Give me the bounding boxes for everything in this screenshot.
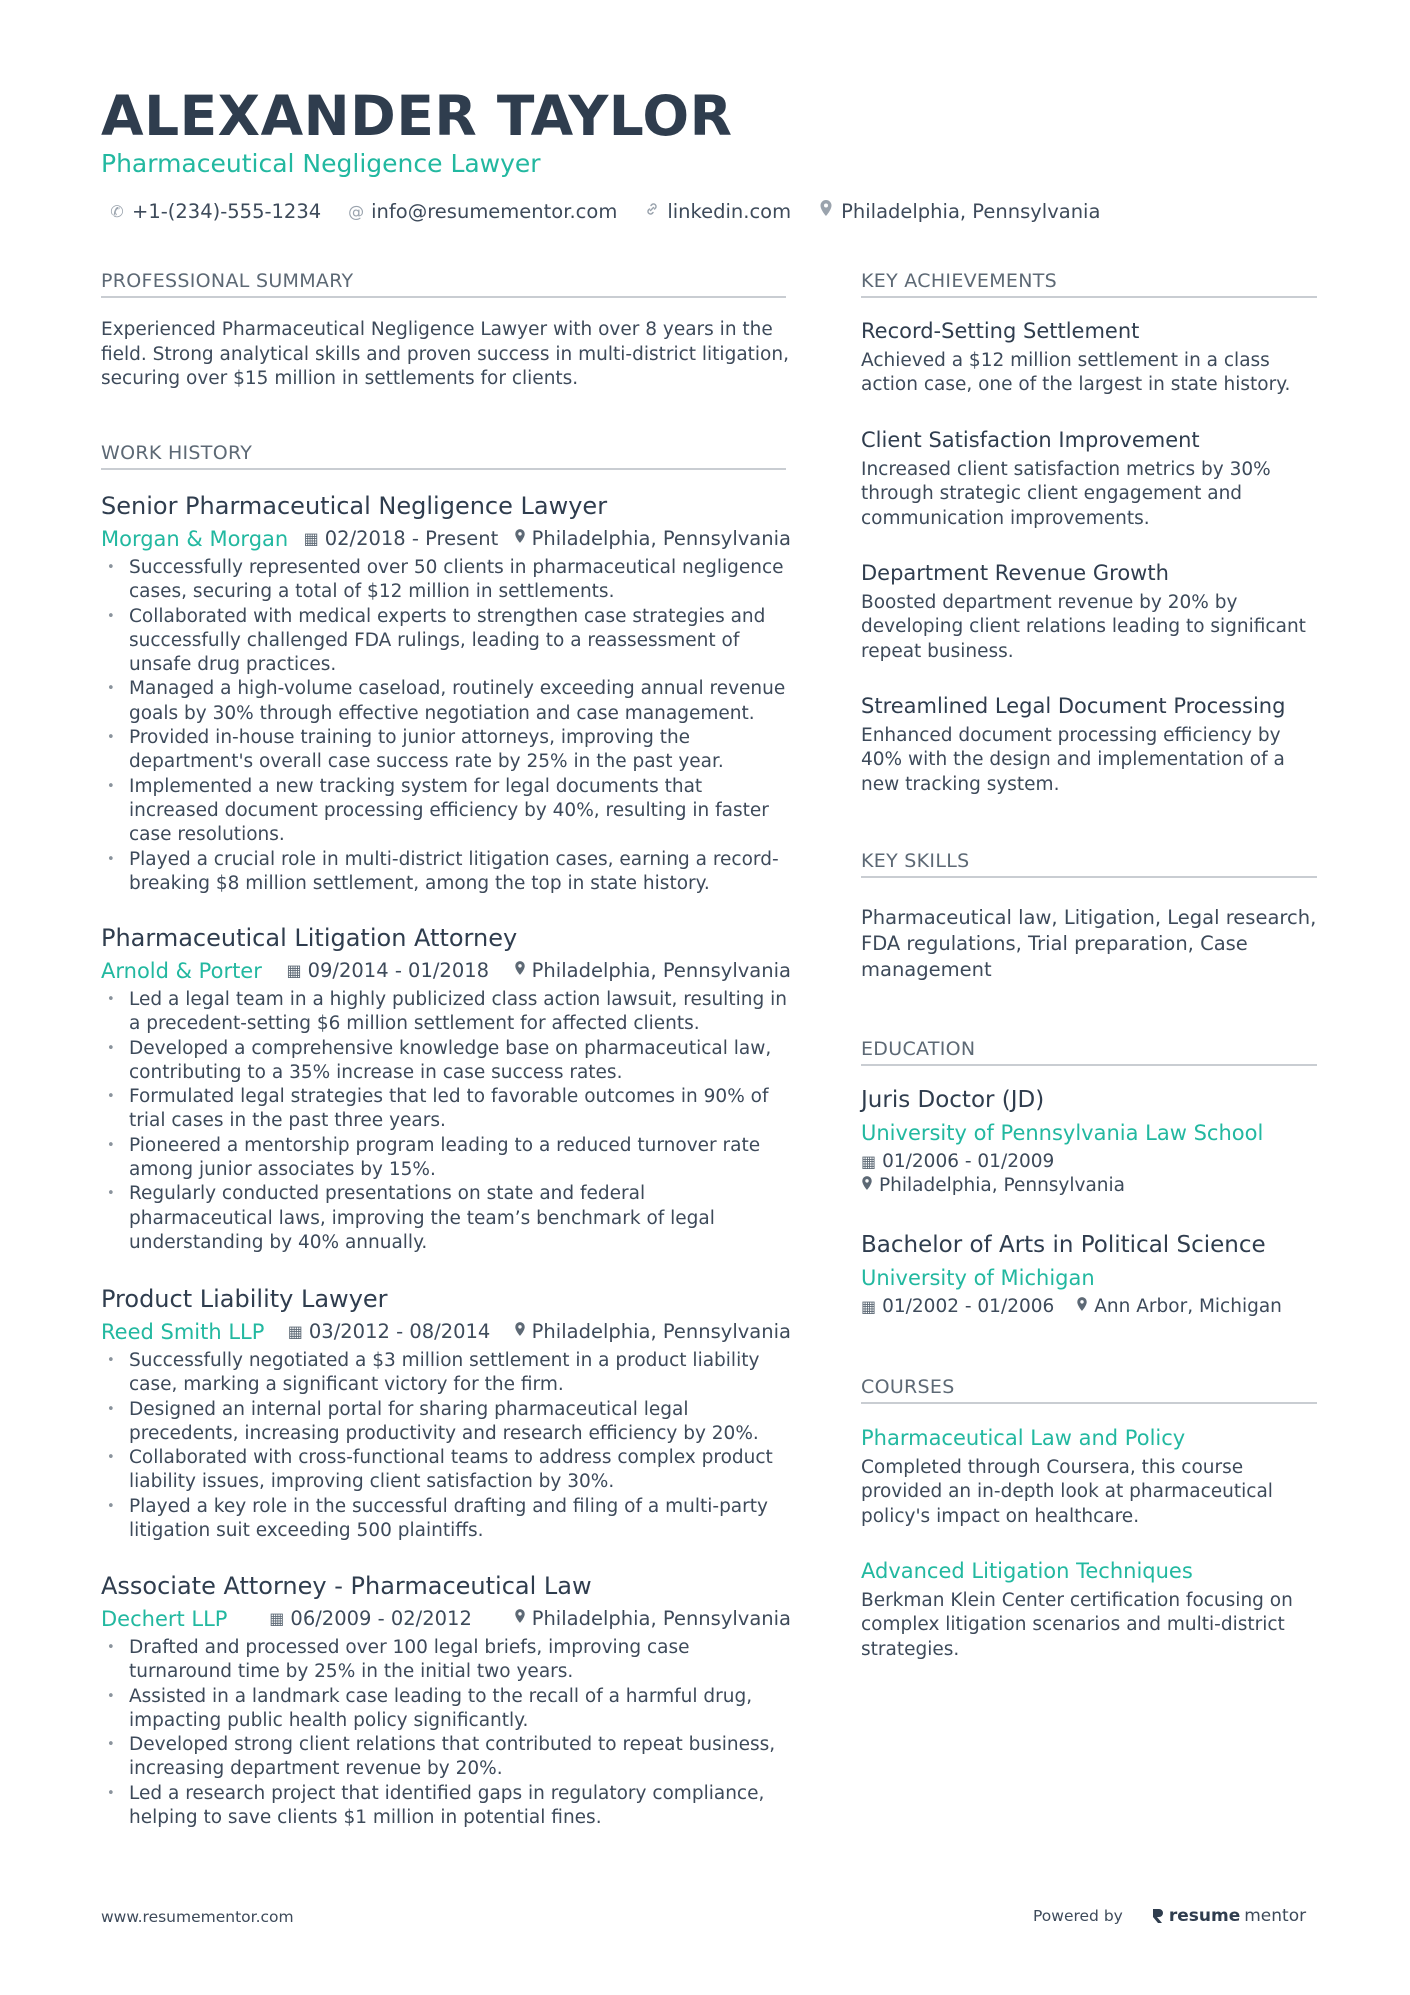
section-heading-education: EDUCATION [861,1037,1317,1066]
job-dates [288,1317,491,1347]
section-heading-summary: PROFESSIONAL SUMMARY [101,269,786,298]
powered-by-text: Powered by [1033,1907,1123,1925]
achievement-item [861,559,1317,664]
job-location-text: Philadelphia, Pennsylvania [531,1320,791,1343]
job-entry [101,490,791,896]
edu-dates [861,1150,1317,1174]
job-location-text: Philadelphia, Pennsylvania [531,959,791,982]
list-item: • Formulated legal strategies that led to favorable outcomes in 90% of trial cases in the past three years. [101,1085,791,1134]
location-pin-icon [1076,1295,1088,1319]
brand-mark-icon [1151,1907,1165,1925]
list-item: • Developed strong client relations that contributed to repeat business, increasing department revenue by 20%. [101,1733,791,1782]
achievement-item [861,426,1317,531]
list-item: • Provided in-house training to junior attorneys, improving the department's overall case success rate by 25% in the past year. [101,726,791,775]
achievement-title: Department Revenue Growth [861,561,1169,585]
summary-text: Experienced Pharmaceutical Negligence Lawyer with over 8 years in the field. Strong analytical skills and proven success in multi-district litigation, securing over $15 million in settlements for clients. [101,319,789,389]
location-pin-icon [817,198,835,226]
company-name: Reed Smith LLP [101,1320,265,1344]
footer-url[interactable]: www.resumementor.com [101,1908,294,1926]
company-name: Morgan & Morgan [101,527,289,551]
calendar-icon: ▦ [861,1297,877,1316]
email-text[interactable]: info@resumementor.com [371,200,618,223]
education-item [861,1229,1317,1319]
edu-location-text: Ann Arbor, Michigan [1094,1296,1282,1317]
course-title: Advanced Litigation Techniques [861,1559,1193,1583]
achievement-desc: Increased client satisfaction metrics by 30% through strategic client engagement and communication improvements. [861,459,1271,529]
course-title: Pharmaceutical Law and Policy [861,1426,1186,1450]
edu-degree: Juris Doctor (JD) [861,1087,1045,1113]
list-item: • Developed a comprehensive knowledge base on pharmaceutical law, contributing to a 35% increase in case success rates. [101,1037,791,1086]
list-item: • Drafted and processed over 100 legal briefs, improving case turnaround time by 25% in the initial two years. [101,1636,791,1685]
job-meta [101,1317,791,1347]
calendar-icon: ▦ [861,1152,877,1171]
job-dates [304,524,499,554]
list-item: • Designed an internal portal for sharing pharmaceutical legal precedents, increasing productivity and research efficiency by 20%. [101,1398,791,1447]
location-pin-icon [514,1317,526,1347]
course-desc: Berkman Klein Center certification focusing on complex litigation scenarios and multi-district strategies. [861,1590,1293,1660]
edu-school: University of Michigan [861,1266,1095,1290]
candidate-name: ALEXANDER TAYLOR [101,84,733,148]
achievement-desc: Achieved a $12 million settlement in a class action case, one of the largest in state history. [861,350,1291,396]
company-name: Arnold & Porter [101,959,262,983]
contact-bar [108,198,1100,226]
contact-linkedin[interactable] [643,198,791,226]
job-title: Product Liability Lawyer [101,1285,388,1313]
achievement-item [861,317,1317,398]
at-icon: @ [348,202,365,221]
location-pin-icon [861,1174,873,1198]
achievement-title: Streamlined Legal Document Processing [861,694,1286,718]
course-item [861,1424,1317,1529]
edu-dates-text: 01/2002 - 01/2006 [882,1296,1055,1317]
job-dates [286,956,489,986]
job-dates-text: 02/2018 - Present [324,527,499,550]
job-bullets [101,988,791,1255]
achievement-title: Record-Setting Settlement [861,319,1140,343]
list-item: • Managed a high-volume caseload, routinely exceeding annual revenue goals by 30% through effective negotiation and case management. [101,677,791,726]
contact-email[interactable] [347,198,617,226]
list-item: • Collaborated with cross-functional teams to address complex product liability issues, improving client satisfaction by 30%. [101,1446,791,1495]
job-meta [101,524,791,554]
job-location [514,1317,791,1347]
job-entry [101,1283,791,1543]
location-pin-icon [514,956,526,986]
job-title: Associate Attorney - Pharmaceutical Law [101,1572,592,1600]
list-item: • Successfully represented over 50 clients in pharmaceutical negligence cases, securing a total of $12 million in settlements. [101,556,791,605]
calendar-icon: ▦ [269,1609,285,1628]
calendar-icon: ▦ [287,1322,303,1341]
calendar-icon: ▦ [286,961,302,980]
job-dates-text: 09/2014 - 01/2018 [307,959,490,982]
edu-location-text: Philadelphia, Pennsylvania [879,1175,1126,1196]
job-bullets [101,1636,791,1830]
list-item: • Successfully negotiated a $3 million settlement in a product liability case, marking a significant victory for the firm. [101,1349,791,1398]
list-item: • Played a key role in the successful drafting and filing of a multi-party litigation suit exceeding 500 plaintiffs. [101,1495,791,1544]
job-bullets [101,1349,791,1543]
list-item: • Led a legal team in a highly publicized class action lawsuit, resulting in a precedent-setting $6 million settlement for affected clients. [101,988,791,1037]
list-item: • Collaborated with medical experts to strengthen case strategies and successfully challenged FDA rulings, leading to a reassessment of unsafe drug practices. [101,605,791,678]
job-meta [101,1604,791,1634]
link-icon [643,198,661,226]
phone-text: +1-(234)-555-1234 [132,200,322,223]
course-desc: Completed through Coursera, this course provided an in-depth look at pharmaceutical policy's impact on healthcare. [861,1457,1273,1527]
job-location [514,1604,791,1634]
list-item: • Led a research project that identified gaps in regulatory compliance, helping to save clients $1 million in potential fines. [101,1782,791,1831]
job-title: Senior Pharmaceutical Negligence Lawyer [101,492,608,520]
course-item [861,1557,1317,1662]
footer-powered [1033,1906,1306,1926]
job-meta [101,956,791,986]
list-item: • Implemented a new tracking system for legal documents that increased document processing efficiency by 40%, resulting in faster case resolutions. [101,775,791,848]
job-dates [269,1604,472,1634]
job-dates-text: 06/2009 - 02/2012 [290,1607,472,1630]
location-text: Philadelphia, Pennsylvania [841,200,1101,223]
list-item: • Played a crucial role in multi-district litigation cases, earning a record-breaking $8 million settlement, among the top in state history. [101,848,791,897]
job-entry [101,1570,791,1830]
list-item: • Pioneered a mentorship program leading to a reduced turnover rate among junior associates by 15%. [101,1134,791,1183]
job-location-text: Philadelphia, Pennsylvania [531,527,791,550]
phone-icon: ✆ [110,202,124,221]
company-name: Dechert LLP [101,1607,228,1631]
achievement-desc: Enhanced document processing efficiency by 40% with the design and implementation of a new tracking system. [861,725,1285,795]
education-item [861,1084,1317,1198]
job-entry [101,922,791,1255]
linkedin-text[interactable]: linkedin.com [667,200,792,223]
list-item: • Assisted in a landmark case leading to the recall of a harmful drug, impacting public health policy significantly. [101,1685,791,1734]
candidate-title: Pharmaceutical Negligence Lawyer [101,149,541,178]
edu-dates-text: 01/2006 - 01/2009 [882,1151,1055,1172]
job-location [514,524,791,554]
skills-text: Pharmaceutical law, Litigation, Legal research, FDA regulations, Trial preparation, Case management [861,906,1317,981]
section-heading-work: WORK HISTORY [101,441,786,470]
location-pin-icon [514,1604,526,1634]
job-location-text: Philadelphia, Pennsylvania [531,1607,791,1630]
section-heading-skills: KEY SKILLS [861,849,1317,878]
list-item: • Regularly conducted presentations on state and federal pharmaceutical laws, improving the team’s benchmark of legal understanding by 40% annually. [101,1182,791,1255]
job-bullets [101,556,791,896]
contact-phone [108,198,321,226]
job-dates-text: 03/2012 - 08/2014 [308,1320,491,1343]
edu-meta [861,1295,1317,1319]
calendar-icon: ▦ [303,529,319,548]
contact-location [817,198,1100,226]
section-heading-achievements: KEY ACHIEVEMENTS [861,269,1317,298]
achievement-desc: Boosted department revenue by 20% by developing client relations leading to significant repeat business. [861,592,1306,662]
edu-school: University of Pennsylvania Law School [861,1121,1264,1145]
edu-location [861,1174,1317,1198]
location-pin-icon [514,524,526,554]
brand-logo [1151,1906,1306,1926]
achievement-title: Client Satisfaction Improvement [861,428,1200,452]
brand-light: mentor [1244,1906,1307,1926]
job-title: Pharmaceutical Litigation Attorney [101,924,518,952]
job-location [514,956,791,986]
section-heading-courses: COURSES [861,1375,1317,1404]
achievement-item [861,692,1317,797]
brand-bold: resume [1168,1906,1241,1926]
edu-degree: Bachelor of Arts in Political Science [861,1232,1266,1258]
